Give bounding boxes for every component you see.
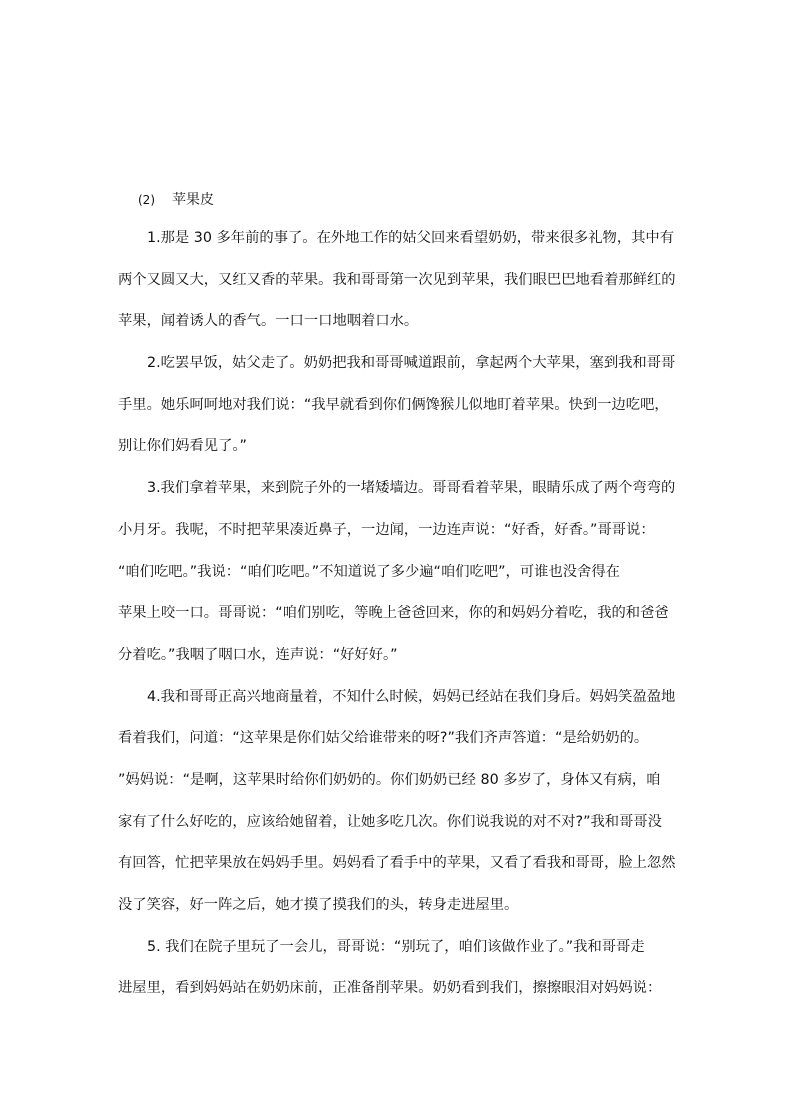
paragraph-1-line-2: 两个又圆又大，又红又香的苹果。我和哥哥第一次见到苹果，我们眼巴巴地看着那鲜红的 xyxy=(118,271,676,288)
section-number: (2) xyxy=(138,193,155,207)
paragraph-3-line-4: 苹果上咬一口。哥哥说：“咱们别吃，等晚上爸爸回来，你的和妈妈分着吃，我的和爸爸 xyxy=(118,605,669,622)
paragraph-4-line-4: 家有了什么好吃的，应该给她留着，让她多吃几次。你们说我说的对不对?”我和哥哥没 xyxy=(118,813,662,830)
paragraph-2-line-3: 别让你们妈看见了。” xyxy=(118,438,247,455)
paragraph-4-line-5: 有回答，忙把苹果放在妈妈手里。妈妈看了看手中的苹果，又看了看我和哥哥，脸上忽然 xyxy=(118,855,676,872)
paragraph-3-line-2: 小月牙。我呢，不时把苹果凑近鼻子，一边闻，一边连声说：“好香，好香。”哥哥说： xyxy=(118,521,655,538)
paragraph-4-line-6: 没了笑容，好一阵之后，她才摸了摸我们的头，转身走进屋里。 xyxy=(118,897,519,913)
paragraph-4-line-1: 4.我和哥哥正高兴地商量着，不知什么时候，妈妈已经站在我们身后。妈妈笑盈盈地 xyxy=(147,688,676,705)
paragraph-4-line-3: ”妈妈说：“是啊，这苹果时给你们奶奶的。你们奶奶已经 80 多岁了，身体又有病，咱 xyxy=(118,771,661,788)
paragraph-3-line-1: 3.我们拿着苹果，来到院子外的一堵矮墙边。哥哥看着苹果，眼睛乐成了两个弯弯的 xyxy=(147,480,676,497)
story-body xyxy=(118,228,678,1020)
paragraph-2-line-1: 2.吃罢早饭，姑父走了。奶奶把我和哥哥喊道跟前，拿起两个大苹果，塞到我和哥哥 xyxy=(147,355,676,372)
paragraph-2-line-2: 手里。她乐呵呵地对我们说：“我早就看到你们俩馋猴儿似地盯着苹果。快到一边吃吧， xyxy=(118,396,669,413)
paragraph-4-line-2: 看着我们，问道：“这苹果是你们姑父给谁带来的呀?”我们齐声答道：“是给奶奶的。 xyxy=(118,730,649,747)
section-title: 苹果皮 xyxy=(172,192,214,208)
paragraph-5-line-2: 进屋里，看到妈妈站在奶奶床前，正准备削苹果。奶奶看到我们，擦擦眼泪对妈妈说： xyxy=(118,980,662,997)
paragraph-1-line-3: 苹果，闻着诱人的香气。一口一口地咽着口水。 xyxy=(118,313,419,330)
paragraph-5-line-1: 5. 我们在院子里玩了一会儿，哥哥说：“别玩了，咱们该做作业了。”我和哥哥走 xyxy=(147,938,645,955)
paragraph-3-line-3: “咱们吃吧。”我说：“咱们吃吧。”不知道说了多少遍“咱们吃吧”，可谁也没舍得在 xyxy=(118,563,620,580)
section-heading xyxy=(138,190,214,210)
paragraph-1-line-1: 1.那是 30 多年前的事了。在外地工作的姑父回来看望奶奶，带来很多礼物，其中有 xyxy=(147,230,675,246)
paragraph-3-line-5: 分着吃。”我咽了咽口水，连声说：“好好好。” xyxy=(118,646,398,663)
